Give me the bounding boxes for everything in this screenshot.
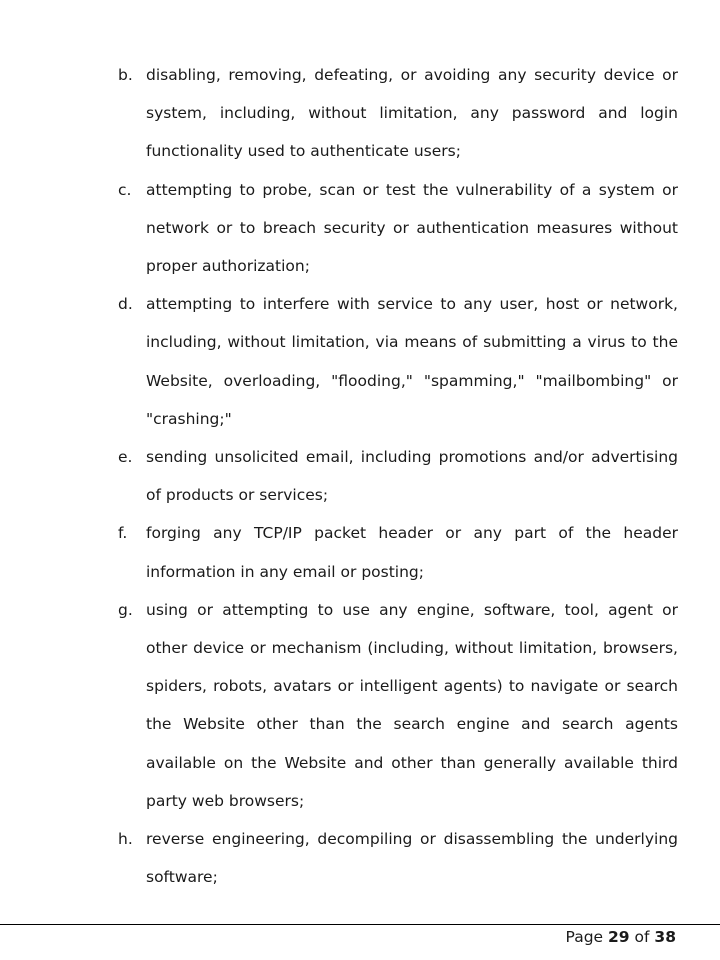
- list-item-text: forging any TCP/IP packet header or any part of the header information in any email or posting;: [146, 524, 678, 581]
- page-label: Page: [565, 928, 604, 946]
- list-item-text: reverse engineering, decompiling or disassembling the underlying software;: [146, 830, 678, 887]
- list-item-text: attempting to interfere with service to any user, host or network, including, without limitation, via means of submitting a virus to the Website, overloading, "flooding," "spamming," "mailbombing" or "crashing;": [146, 295, 678, 428]
- list-item: [118, 591, 678, 820]
- list-item-text: using or attempting to use any engine, software, tool, agent or other device or mechanism (including, without limitation, browsers, spiders, robots, avatars or intelligent agents) to navigate or search the Website other than the search engine and search agents available on the Website and other than generally available third party web browsers;: [146, 600, 678, 810]
- page-number: 29: [608, 928, 630, 946]
- list-item: [118, 820, 678, 896]
- list-item: [118, 514, 678, 590]
- list-item-marker: e.: [118, 448, 133, 467]
- list-item-marker: d.: [118, 295, 133, 314]
- list-item-marker: g.: [118, 600, 133, 619]
- list-item-text: sending unsolicited email, including promotions and/or advertising of products or services;: [146, 448, 678, 505]
- list-item: [118, 438, 678, 514]
- list-item-marker: h.: [118, 830, 133, 849]
- list-item: [118, 56, 678, 171]
- of-label: of: [634, 928, 650, 946]
- list-item: [118, 171, 678, 286]
- footer-divider: [0, 924, 720, 925]
- list-item-marker: c.: [118, 180, 132, 199]
- list-item: [118, 285, 678, 438]
- list-item-text: attempting to probe, scan or test the vulnerability of a system or network or to breach security or authentication measures without proper authorization;: [146, 180, 678, 276]
- prohibited-activities-list: [118, 56, 678, 896]
- page-footer: [566, 926, 676, 948]
- list-item-text: disabling, removing, defeating, or avoiding any security device or system, including, without limitation, any password and login functionality used to authenticate users;: [146, 66, 678, 161]
- total-pages: 38: [654, 928, 676, 946]
- list-item-marker: f.: [118, 524, 128, 543]
- list-item-marker: b.: [118, 66, 133, 84]
